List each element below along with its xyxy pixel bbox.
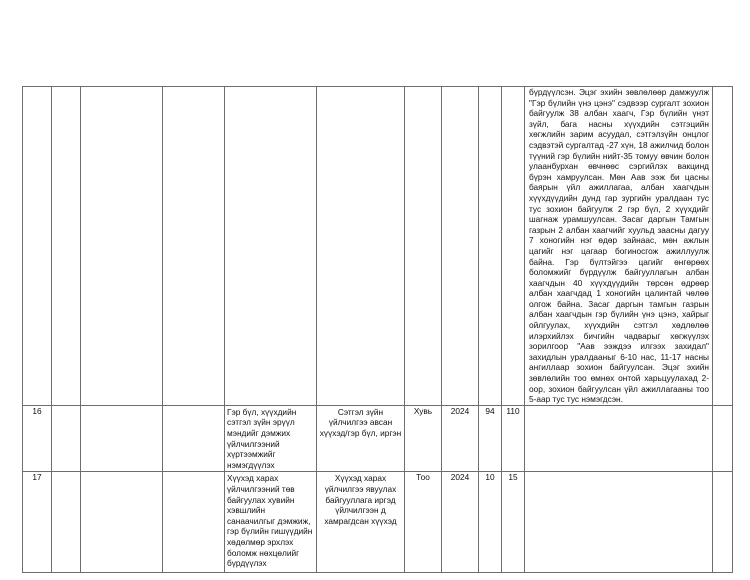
cell-indicator <box>317 472 405 573</box>
cell-target <box>502 87 525 406</box>
cell-indicator <box>317 87 405 406</box>
table-row <box>23 405 733 472</box>
table-row <box>23 472 733 573</box>
cell-empty <box>81 472 163 573</box>
cell-unit <box>405 87 442 406</box>
cell-year: 2024 <box>442 472 479 573</box>
cell-empty <box>163 472 225 573</box>
description-text: бүрдүүлсэн. Эцэг эхийн зөвлөлөөр дамжуулж "Гэр бүлийн үнэ цэнэ" сэдвээр сургалт зохион байгуулж 38 албан хаагч, Гэр бүлийн үнэт зүйл, бага насны хүүхдийн сэтгэцийн хөгжлийн зарим асуудал, сэтгэлзүйн онцлог сэдвэтэй сургалтад -27 хүн, 18 ажилчид болон түүний гэр бүлийн нийт-35 томуу өвчин болон улаанбурхан өвчнөөс сэргийлэх вакцинд бүрэн хамруулсан. Мөн Аав ээж би цасны баярын үйл ажиллагаа, албан хаагчдын хүүхдүүдийн дунд гар зургийн уралдаан тус тус зохион байгуулж 2 гэр бүл, 2 хүүхдийг шагнаж урамшуулсан. Засаг даргын Тамгын газрын 2 албан хаагчийг хуульд заасны дагуу 7 хоногийн нэг өдөр зайнаас, мөн ажлын цагийг нэг цагаар богиносгож ажиллуулж байна. Гэр бүлтэйгээ цагийг өнгөрөөх боломжийг бүрдүүлж байгууллагын албан хаагчдын 40 хүүхдүүдийн төрсөн өдрөөр албан хаагчдад 1 хоногийн цалинтай чөлөө олгож байна. Засаг даргын тамгын газрын албан хаагчдын гэр бүлийн үнэ цэнэ, хайрыг ойлгуулах, хүүхдийн сэтгэл хөдлөлөө илэрхийлэх бичгийн чадварыг хөгжүүлэх зорилгоор "Аав ээждээ илгээх захидал" захидлын уралдааныг 6-10 нас, 11-17 насны ангиллаар зохион байгуулсан. Эцэг эхийн зөвлөлийн тоо өмнөх онтой харьцуулахад 2-оор, зохион байгуулсан үйл ажиллагааны тоо 5-аар тус тус нэмэгдсэн. <box>529 87 709 405</box>
activity-text: Гэр бүл, хүүхдийн сэтгэл зүйн эрүүл мэндийг дэмжих үйлчилгээний хүртээмжийг нэмэгдүүлэх <box>227 406 297 470</box>
cell-empty <box>163 405 225 472</box>
cell-empty <box>81 405 163 472</box>
cell-activity <box>225 87 317 406</box>
indicator-text: Хүүхэд харах үйлчилгээ явуулах байгууллага иргэд үйлчилгээн д хамрагдсан хүүхэд <box>324 473 397 526</box>
cell-number <box>23 87 52 406</box>
cell-baseline <box>479 87 502 406</box>
cell-description <box>525 472 713 573</box>
cell-empty <box>81 87 163 406</box>
cell-empty <box>713 472 733 573</box>
cell-target: 15 <box>502 472 525 573</box>
activity-text: Хүүхэд харах үйлчилгээний төв байгуулах хувийн хэвшлийн санаачилгыг дэмжиж, гэр бүлийн гишүүдийн хөдөлмөр эрхлэх боломж нөхцөлийг бүрдүүлэх <box>227 473 313 569</box>
cell-activity <box>225 405 317 472</box>
cell-baseline: 10 <box>479 472 502 573</box>
cell-unit: Тоо <box>405 472 442 573</box>
cell-baseline: 94 <box>479 405 502 472</box>
cell-empty <box>52 87 81 406</box>
row-number: 16 <box>23 405 52 472</box>
cell-empty <box>163 87 225 406</box>
cell-target: 110 <box>502 405 525 472</box>
cell-indicator <box>317 405 405 472</box>
cell-unit: Хувь <box>405 405 442 472</box>
cell-year <box>442 87 479 406</box>
cell-description <box>525 405 713 472</box>
cell-activity <box>225 472 317 573</box>
cell-empty <box>52 405 81 472</box>
cell-year: 2024 <box>442 405 479 472</box>
row-number: 17 <box>23 472 52 573</box>
cell-empty <box>713 87 733 406</box>
cell-empty <box>713 405 733 472</box>
cell-empty <box>52 472 81 573</box>
cell-description <box>525 87 713 406</box>
indicator-text: Сэтгэл зүйн үйлчилгээ авсан хүүхэд/гэр бүл, иргэн <box>319 406 402 438</box>
plan-table <box>22 86 733 573</box>
table-row-continuation <box>23 87 733 406</box>
